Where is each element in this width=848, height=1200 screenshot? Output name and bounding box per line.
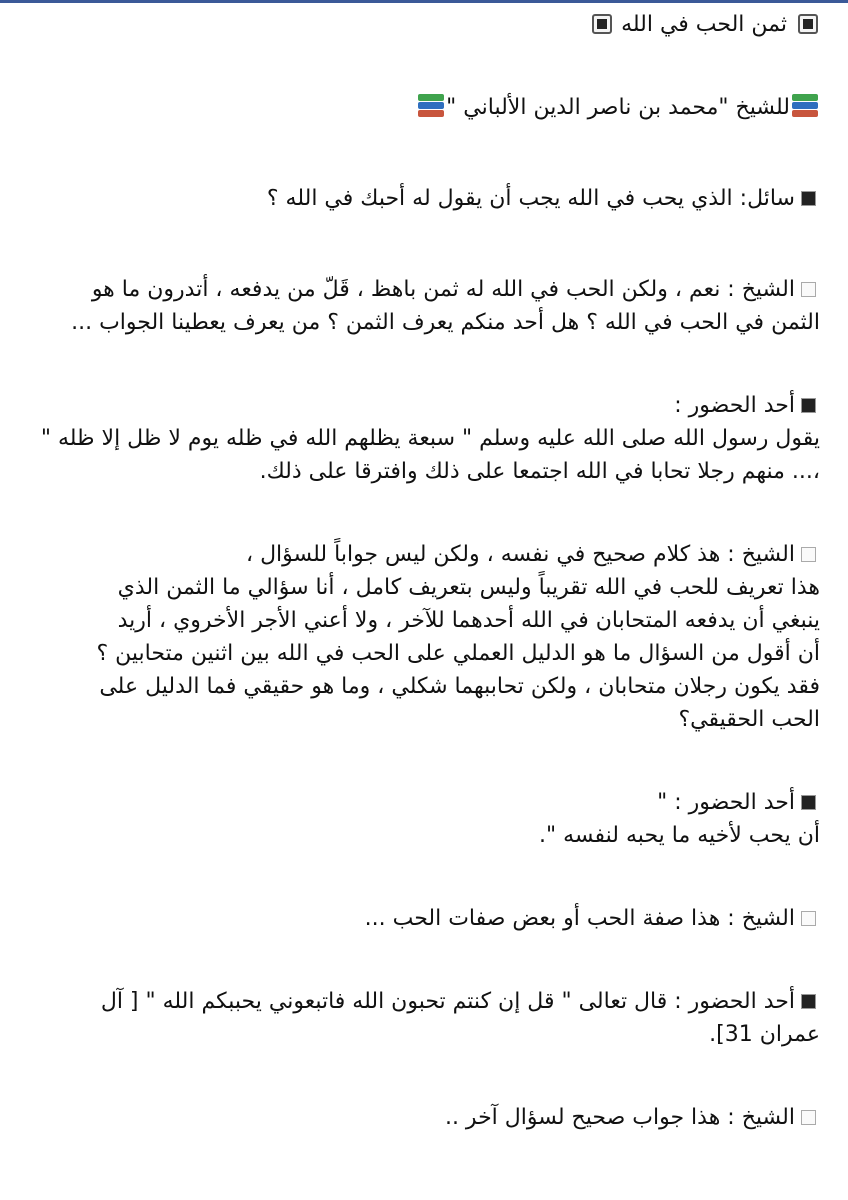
black-small-square-icon [801, 398, 816, 413]
paragraph-line: ينبغي أن يدفعه المتحابان في الله أحدهما للآخر ، ولا أعني الأجر الأخروي ، أريد [117, 608, 820, 633]
white-small-square-icon [801, 547, 816, 562]
attendee-paragraph [20, 389, 820, 488]
paragraph-line: الثمن في الحب في الله ؟ هل أحد منكم يعرف الثمن ؟ من يعرف يعطينا الجواب ... [71, 310, 820, 335]
paragraph-line: أن أقول من السؤال ما هو الدليل العملي على الحب في الله بين اثنين متحابين ؟ [96, 641, 820, 666]
article-title: ثمن الحب في الله [621, 12, 787, 37]
paragraph-line: أحد الحضور : [674, 393, 795, 418]
top-border [0, 0, 848, 3]
black-square-button-icon [798, 14, 818, 34]
books-icon [790, 92, 820, 118]
paragraph-line: هذا تعريف للحب في الله تقريباً وليس بتعريف كامل ، أنا سؤالي ما الثمن الذي [117, 575, 820, 600]
black-small-square-icon [801, 795, 816, 810]
attendee-paragraph [20, 985, 820, 1051]
paragraph-line: الحب الحقيقي؟ [678, 707, 820, 732]
white-small-square-icon [801, 911, 816, 926]
paragraph-line: الشيخ : هذا جواب صحيح لسؤال آخر .. [444, 1105, 795, 1130]
white-small-square-icon [801, 1110, 816, 1125]
black-small-square-icon [801, 191, 816, 206]
paragraph-line: الشيخ : هذ كلام صحيح في نفسه ، ولكن ليس جواباً للسؤال ، [245, 542, 795, 567]
question-paragraph [20, 182, 820, 215]
paragraph-line: ،... منهم رجلا تحابا في الله اجتمعا على ذلك وافترقا على ذلك. [259, 459, 820, 484]
answer-paragraph [20, 538, 820, 736]
answer-paragraph [20, 1101, 820, 1134]
article [20, 8, 820, 1134]
paragraph-line: يقول رسول الله صلى الله عليه وسلم " سبعة يظلهم الله في ظله يوم لا ظل إلا ظله " [40, 426, 820, 451]
article-subtitle: للشيخ "محمد بن ناصر الدين الألباني " [446, 95, 790, 120]
answer-paragraph [20, 273, 820, 339]
white-small-square-icon [801, 282, 816, 297]
books-icon [416, 92, 446, 118]
paragraph-line: الشيخ : هذا صفة الحب أو بعض صفات الحب ... [364, 906, 795, 931]
paragraph-line: أحد الحضور : قال تعالى " قل إن كنتم تحبون الله فاتبعوني يحببكم الله " [ آل [100, 989, 795, 1014]
paragraph-line: سائل: الذي يحب في الله يجب أن يقول له أحبك في الله ؟ [266, 186, 795, 211]
answer-paragraph [20, 902, 820, 935]
black-small-square-icon [801, 994, 816, 1009]
paragraph-line: فقد يكون رجلان متحابان ، ولكن تحاببهما شكلي ، وما هو حقيقي فما الدليل على [99, 674, 820, 699]
paragraph-line: عمران 31]. [709, 1022, 820, 1047]
paragraph-line: أحد الحضور : " [657, 790, 795, 815]
article-subtitle-row [20, 91, 820, 124]
attendee-paragraph [20, 786, 820, 852]
paragraph-line: أن يحب لأخيه ما يحبه لنفسه ". [539, 823, 820, 848]
black-square-button-icon [592, 14, 612, 34]
article-title-row [20, 8, 820, 41]
paragraph-line: الشيخ : نعم ، ولكن الحب في الله له ثمن باهظ ، قَلّ من يدفعه ، أتدرون ما هو [91, 277, 795, 302]
